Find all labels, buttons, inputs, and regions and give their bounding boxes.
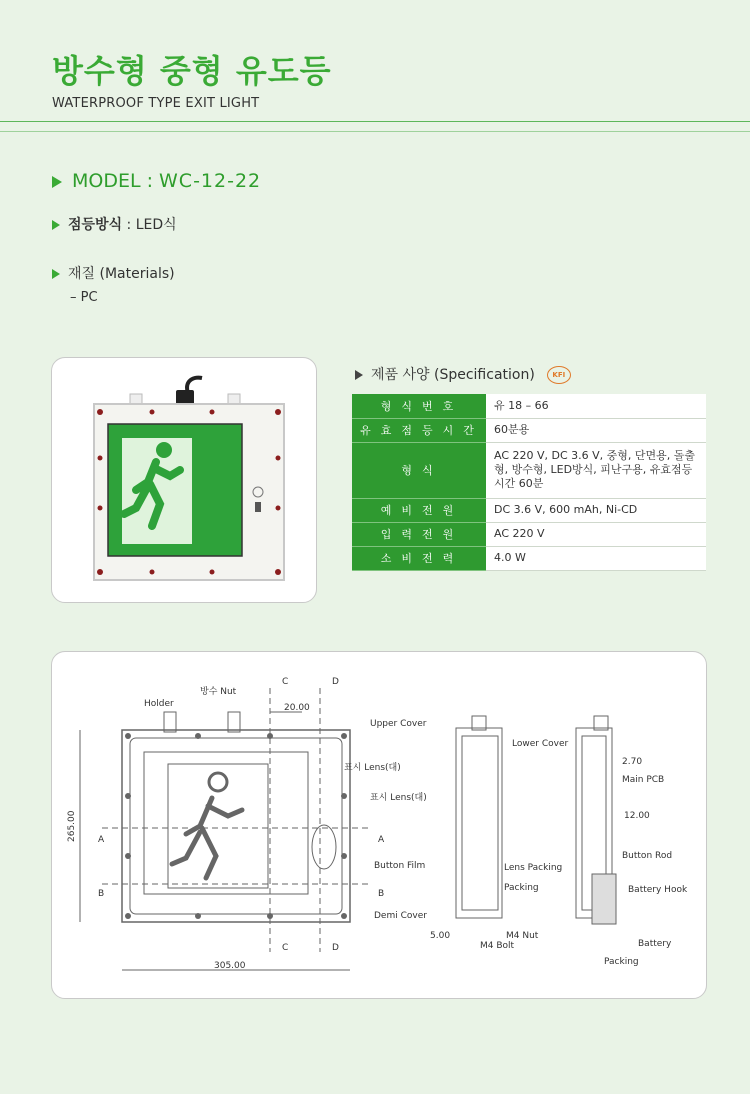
bullet-triangle-icon bbox=[52, 269, 60, 279]
table-row bbox=[352, 418, 706, 442]
table-row bbox=[352, 498, 706, 522]
materials-label: 재질 (Materials) bbox=[68, 266, 175, 282]
materials-value: – PC bbox=[70, 290, 98, 305]
label-packing-2: Packing bbox=[604, 957, 639, 967]
header-divider bbox=[0, 121, 750, 122]
label-m4-bolt: M4 Bolt bbox=[480, 941, 515, 951]
label-demi-cover: Demi Cover bbox=[374, 911, 427, 921]
label-packing: Packing bbox=[504, 883, 539, 893]
label-button-film: Button Film bbox=[374, 861, 426, 871]
technical-drawing-frame bbox=[51, 651, 707, 999]
spec-value: AC 220 V, DC 3.6 V, 중형, 단면용, 돌출형, 방수형, LED방식, 피난구용, 유효점등시간 60분 bbox=[486, 442, 706, 498]
bullet-triangle-icon bbox=[52, 220, 60, 230]
dim-12: 12.00 bbox=[624, 811, 650, 821]
spec-title-text: 제품 사양 (Specification) bbox=[371, 367, 535, 383]
label-battery-hook: Battery Hook bbox=[628, 885, 688, 895]
label-button-rod: Button Rod bbox=[622, 851, 673, 861]
spec-key: 유효점등시간 bbox=[352, 418, 486, 442]
spec-key: 형식 bbox=[352, 442, 486, 498]
dim-5: 5.00 bbox=[430, 931, 451, 941]
page-title: 방수형 중형 유도등 bbox=[52, 52, 332, 90]
front-view bbox=[80, 688, 372, 970]
spec-title bbox=[355, 364, 571, 384]
indicator bbox=[255, 502, 261, 512]
table-row bbox=[352, 394, 706, 418]
label-lens-packing: Lens Packing bbox=[504, 863, 563, 873]
label-d-bottom: D bbox=[332, 943, 339, 953]
dim-2-70: 2.70 bbox=[622, 757, 643, 767]
lighting-value: : LED식 bbox=[122, 217, 177, 233]
spec-value: 유 18 – 66 bbox=[486, 394, 706, 418]
runner-head bbox=[156, 442, 172, 458]
label-d-top: D bbox=[332, 677, 339, 687]
bullet-triangle-icon bbox=[52, 176, 62, 188]
spec-value: DC 3.6 V, 600 mAh, Ni-CD bbox=[486, 498, 706, 522]
runner-head-outline bbox=[209, 773, 227, 791]
spec-key: 형식번호 bbox=[352, 394, 486, 418]
spec-key: 입력전원 bbox=[352, 522, 486, 546]
label-holder: Holder bbox=[144, 699, 174, 709]
label-b-right: B bbox=[378, 889, 385, 899]
lighting-label: 점등방식 bbox=[68, 217, 123, 233]
section-view bbox=[576, 716, 616, 924]
spec-value: AC 220 V bbox=[486, 522, 706, 546]
label-b-left: B bbox=[98, 889, 105, 899]
front-screws bbox=[125, 733, 347, 919]
spec-value: 4.0 W bbox=[486, 546, 706, 570]
technical-drawing bbox=[52, 652, 706, 998]
label-c-bottom: C bbox=[282, 943, 289, 953]
page-subtitle: WATERPROOF TYPE EXIT LIGHT bbox=[52, 96, 260, 111]
lighting-method bbox=[52, 214, 177, 234]
dim-305: 305.00 bbox=[214, 961, 246, 971]
runner-outline-icon bbox=[172, 798, 242, 878]
label-c-top: C bbox=[282, 677, 289, 687]
label-lower-cover: Lower Cover bbox=[512, 739, 569, 749]
product-photo-frame bbox=[51, 357, 317, 603]
label-main-pcb: Main PCB bbox=[622, 775, 665, 785]
label-lens-1: 표시 Lens(대) bbox=[344, 763, 401, 773]
dim-20: 20.00 bbox=[284, 703, 310, 713]
header-divider-thin bbox=[0, 131, 750, 132]
dim-265: 265.00 bbox=[67, 810, 77, 842]
kfi-badge-icon: KFI bbox=[547, 366, 571, 384]
materials-heading bbox=[52, 263, 175, 283]
model-line bbox=[52, 170, 261, 192]
label-upper-cover: Upper Cover bbox=[370, 719, 427, 729]
label-a-left: A bbox=[98, 835, 105, 845]
label-nut: 방수 Nut bbox=[200, 687, 237, 697]
product-photo bbox=[52, 358, 316, 602]
side-view bbox=[456, 716, 502, 918]
label-m4-nut: M4 Nut bbox=[506, 931, 539, 941]
spec-key: 소비전력 bbox=[352, 546, 486, 570]
table-row bbox=[352, 442, 706, 498]
model-value: WC-12-22 bbox=[159, 170, 262, 192]
label-a-right: A bbox=[378, 835, 385, 845]
label-lens-2: 표시 Lens(대) bbox=[370, 793, 427, 803]
table-row bbox=[352, 522, 706, 546]
label-battery: Battery bbox=[638, 939, 672, 949]
model-label: MODEL : bbox=[72, 170, 154, 192]
table-row bbox=[352, 546, 706, 570]
spec-key: 예비전원 bbox=[352, 498, 486, 522]
spec-table bbox=[352, 394, 706, 571]
spec-value: 60분용 bbox=[486, 418, 706, 442]
bullet-triangle-icon bbox=[355, 370, 363, 380]
